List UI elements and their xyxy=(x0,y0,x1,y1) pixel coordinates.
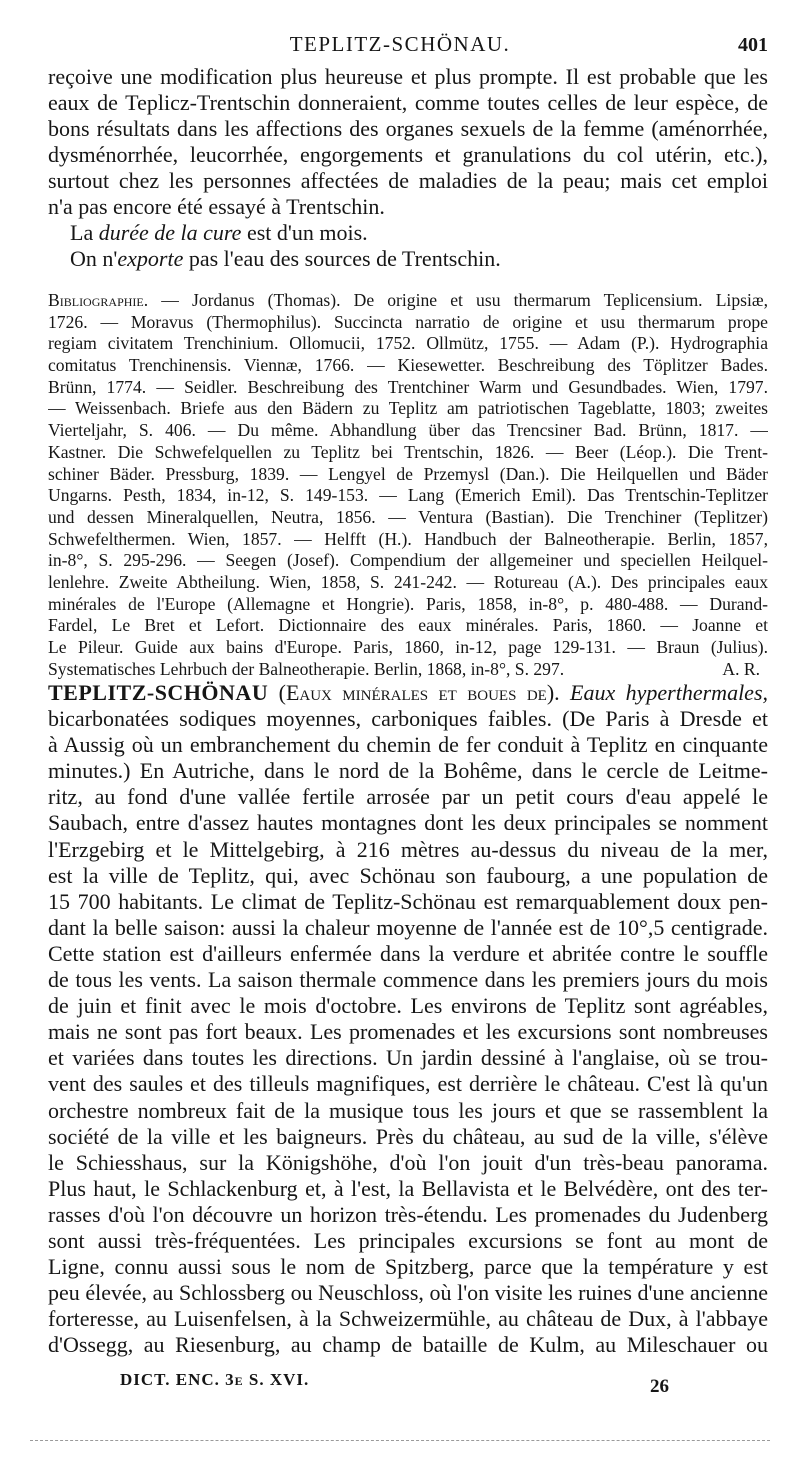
text-line: ritz, au fond d'une vallée fertile arrosée par un petit cours d'eau appelé le xyxy=(48,784,768,810)
article-heading-line xyxy=(48,680,768,706)
article-teplitz xyxy=(48,680,768,1358)
bibliography-line: lenlehre. Zweite Abtheilung. Wien, 1858, S. 241-242. — Rotureau (A.). Des principales eaux xyxy=(48,571,768,592)
bibliography-line: 1726. — Moravus (Thermophilus). Succincta narratio de origine et usu thermarum prope xyxy=(48,311,768,332)
printer-signature: DICT. ENC. 3e S. XVI. xyxy=(120,1370,310,1389)
text-line: d'Ossegg, au Riesenburg, au champ de bataille de Kulm, au Mileschauer ou xyxy=(48,1332,768,1358)
author-signature: A. R. xyxy=(722,658,760,679)
text-line: reçoive une modification plus heureuse et plus prompte. Il est probable que les xyxy=(48,64,768,89)
text-line: mais ne sont pas fort beaux. Les promenades et les excursions sont nombreuses xyxy=(48,1019,768,1045)
bibliography-line: Vierteljahr, S. 406. — Du même. Abhandlung über das Trencsiner Bad. Brünn, 1817. — xyxy=(48,420,768,441)
text-line: le Schiesshaus, sur la Königshöhe, d'où l'on jouit d'un très-beau panorama. xyxy=(48,1149,768,1175)
text-line: et variées dans toutes les directions. Un jardin dessiné à l'anglaise, où se trou- xyxy=(48,1045,768,1071)
running-header xyxy=(0,30,800,60)
text-line: Cette station est d'ailleurs enfermée dans la verdure et abritée contre le souffle xyxy=(48,940,768,966)
duree-line xyxy=(48,220,768,246)
italic-span: durée de la cure xyxy=(98,220,242,245)
bibliography-line: Brünn, 1774. — Seidler. Beschreibung des Trentchiner Warm und Gesundbades. Wien, 1797. xyxy=(48,376,768,397)
bibliography xyxy=(48,290,768,680)
bibliography-line: Kastner. Die Schwefelquellen zu Teplitz bei Trentschin, 1826. — Beer (Léop.). Die Trent- xyxy=(48,441,768,462)
bibliography-line: in-8°, S. 295-296. — Seegen (Josef). Compendium der allgemeiner und speciellen Heilquel- xyxy=(48,550,768,571)
text-line: Saubach, entre d'assez hautes montagnes dont les deux principales se nomment xyxy=(48,810,768,836)
article-heading: TEPLITZ-SCHÖNAU xyxy=(48,680,269,705)
text-line: minutes.) En Autriche, dans le nord de la Bohême, dans le cercle de Leitme- xyxy=(48,758,768,784)
signature-number: 26 xyxy=(650,1376,669,1397)
text-line: orchestre nombreux fait de la musique tous les jours et que se rassemblent la xyxy=(48,1097,768,1123)
article-heading-italic: Eaux hyperthermales, xyxy=(570,680,768,705)
text-line: eaux de Teplicz-Trentschin donneraient, comme toutes celles de leur espèce, de xyxy=(48,90,768,115)
text-line: peu élevée, au Schlossberg ou Neuschloss, où l'on visite les ruines d'une ancienne xyxy=(48,1280,768,1306)
text-line: est la ville de Teplitz, qui, avec Schönau son faubourg, a une population de xyxy=(48,862,768,888)
bibliography-line: Fardel, Le Bret et Lefort. Dictionnaire des eaux minérales. Paris, 1860. — Joanne et xyxy=(48,615,768,636)
article-heading-paren: (Eaux minérales et boues de). xyxy=(278,680,560,705)
bibliography-line: regiam civitatem Trenchinium. Ollomucii, 1752. Ollmütz, 1755. — Adam (P.). Hydrographia xyxy=(48,333,768,354)
text-line: de tous les vents. La saison thermale commence dans les premiers jours du mois xyxy=(48,967,768,993)
text-line: société de la ville et les baigneurs. Près du château, au sud de la ville, s'élève xyxy=(48,1123,768,1149)
text-line: 15 700 habitants. Le climat de Teplitz-Schönau est remarquablement doux pen- xyxy=(48,888,768,914)
exporte-line xyxy=(48,246,768,272)
text-line: sont aussi très-fréquentées. Les principales excursions se font au mont de xyxy=(48,1227,768,1253)
text-span: pas l'eau des sources de Trentschin. xyxy=(183,246,501,271)
bibliography-line xyxy=(48,290,768,312)
text-span: — Jordanus (Thomas). De origine et usu thermarum Teplicensium. Lipsiæ, xyxy=(161,290,768,310)
bibliography-label: Bibliographie. xyxy=(48,290,149,310)
text-line: dysménorrhée, leucorrhée, engorgements et granulations du col utérin, etc.), xyxy=(48,142,768,167)
text-line: n'a pas encore été essayé à Trentschin. xyxy=(48,194,385,219)
text-span: est d'un mois. xyxy=(241,220,368,245)
bibliography-line xyxy=(48,659,768,681)
text-span: La xyxy=(70,220,99,245)
scan-edge-divider xyxy=(30,1440,770,1441)
text-line: bons résultats dans les affections des organes sexuels de la femme (aménorrhée, xyxy=(48,116,768,141)
bibliography-line: und dessen Mineralquellen, Neutra, 1856. — Ventura (Bastian). Die Trenchiner (Teplitzer) xyxy=(48,506,768,527)
italic-span: exporte xyxy=(117,246,184,271)
bibliography-line: Le Pileur. Guide aux bains d'Europe. Paris, 1860, in-12, page 129-131. — Braun (Julius). xyxy=(48,637,768,657)
bibliography-line: comitatus Trenchinensis. Viennæ, 1766. — Kiesewetter. Beschreibung des Töplitzer Bades. xyxy=(48,355,768,376)
text-line: rasses d'où l'on découvre un horizon très-étendu. Les promenades du Judenberg xyxy=(48,1201,768,1227)
text-line: surtout chez les personnes affectées de maladies de la peau; mais cet emploi xyxy=(48,168,768,193)
text-line: à Aussig où un embranchement du chemin de fer conduit à Teplitz en cinquante xyxy=(48,732,768,758)
intro-text xyxy=(48,64,768,272)
page-footer xyxy=(0,1368,800,1408)
text-line: bicarbonatées sodiques moyennes, carboniques faibles. (De Paris à Dresde et xyxy=(48,706,768,732)
bibliography-line: Ungarns. Pesth, 1834, in-12, S. 149-153. — Lang (Emerich Emil). Das Trentschin-Teplitzer xyxy=(48,485,768,506)
bibliography-line: — Weissenbach. Briefe aus den Bädern zu Teplitz am patriotischen Tageblatte, 1803; zweites xyxy=(48,398,768,419)
text-span: On n' xyxy=(70,246,118,271)
bibliography-line: schiner Bäder. Pressburg, 1839. — Lengyel de Przemysl (Dan.). Die Heilquellen und Bäder xyxy=(48,463,768,484)
text-line: Ligne, connu aussi sous le nom de Spitzberg, parce que la température y est xyxy=(48,1254,768,1280)
bibliography-line: Schwefelthermen. Wien, 1857. — Helfft (H.). Handbuch der Balneotherapie. Berlin, 1857, xyxy=(48,528,768,549)
running-title: TEPLITZ-SCHÖNAU. xyxy=(289,32,511,56)
page-number: 401 xyxy=(738,34,768,56)
text-line: Plus haut, le Schlackenburg et, à l'est, la Bellavista et le Belvédère, ont des ter- xyxy=(48,1175,768,1201)
bibliography-line: minérales de l'Europe (Allemagne et Hongrie). Paris, 1858, in-8°, p. 480-488. — Durand- xyxy=(48,593,768,614)
text-line: forteresse, au Luisenfelsen, à la Schweizermühle, au château de Dux, à l'abbaye xyxy=(48,1306,768,1332)
text-span: Systematisches Lehrbuch der Balneotherapie. Berlin, 1868, in-8°, S. 297. xyxy=(48,658,565,679)
text-line: de juin et finit avec le mois d'octobre. Les environs de Teplitz sont agréables, xyxy=(48,993,768,1019)
text-line: vent des saules et des tilleuls magnifiques, est derrière le château. C'est là qu'un xyxy=(48,1071,768,1097)
text-line: dant la belle saison: aussi la chaleur moyenne de l'année est de 10°,5 centigrade. xyxy=(48,914,768,940)
text-line: l'Erzgebirg et le Mittelgebirg, à 216 mètres au-dessus du niveau de la mer, xyxy=(48,836,768,862)
